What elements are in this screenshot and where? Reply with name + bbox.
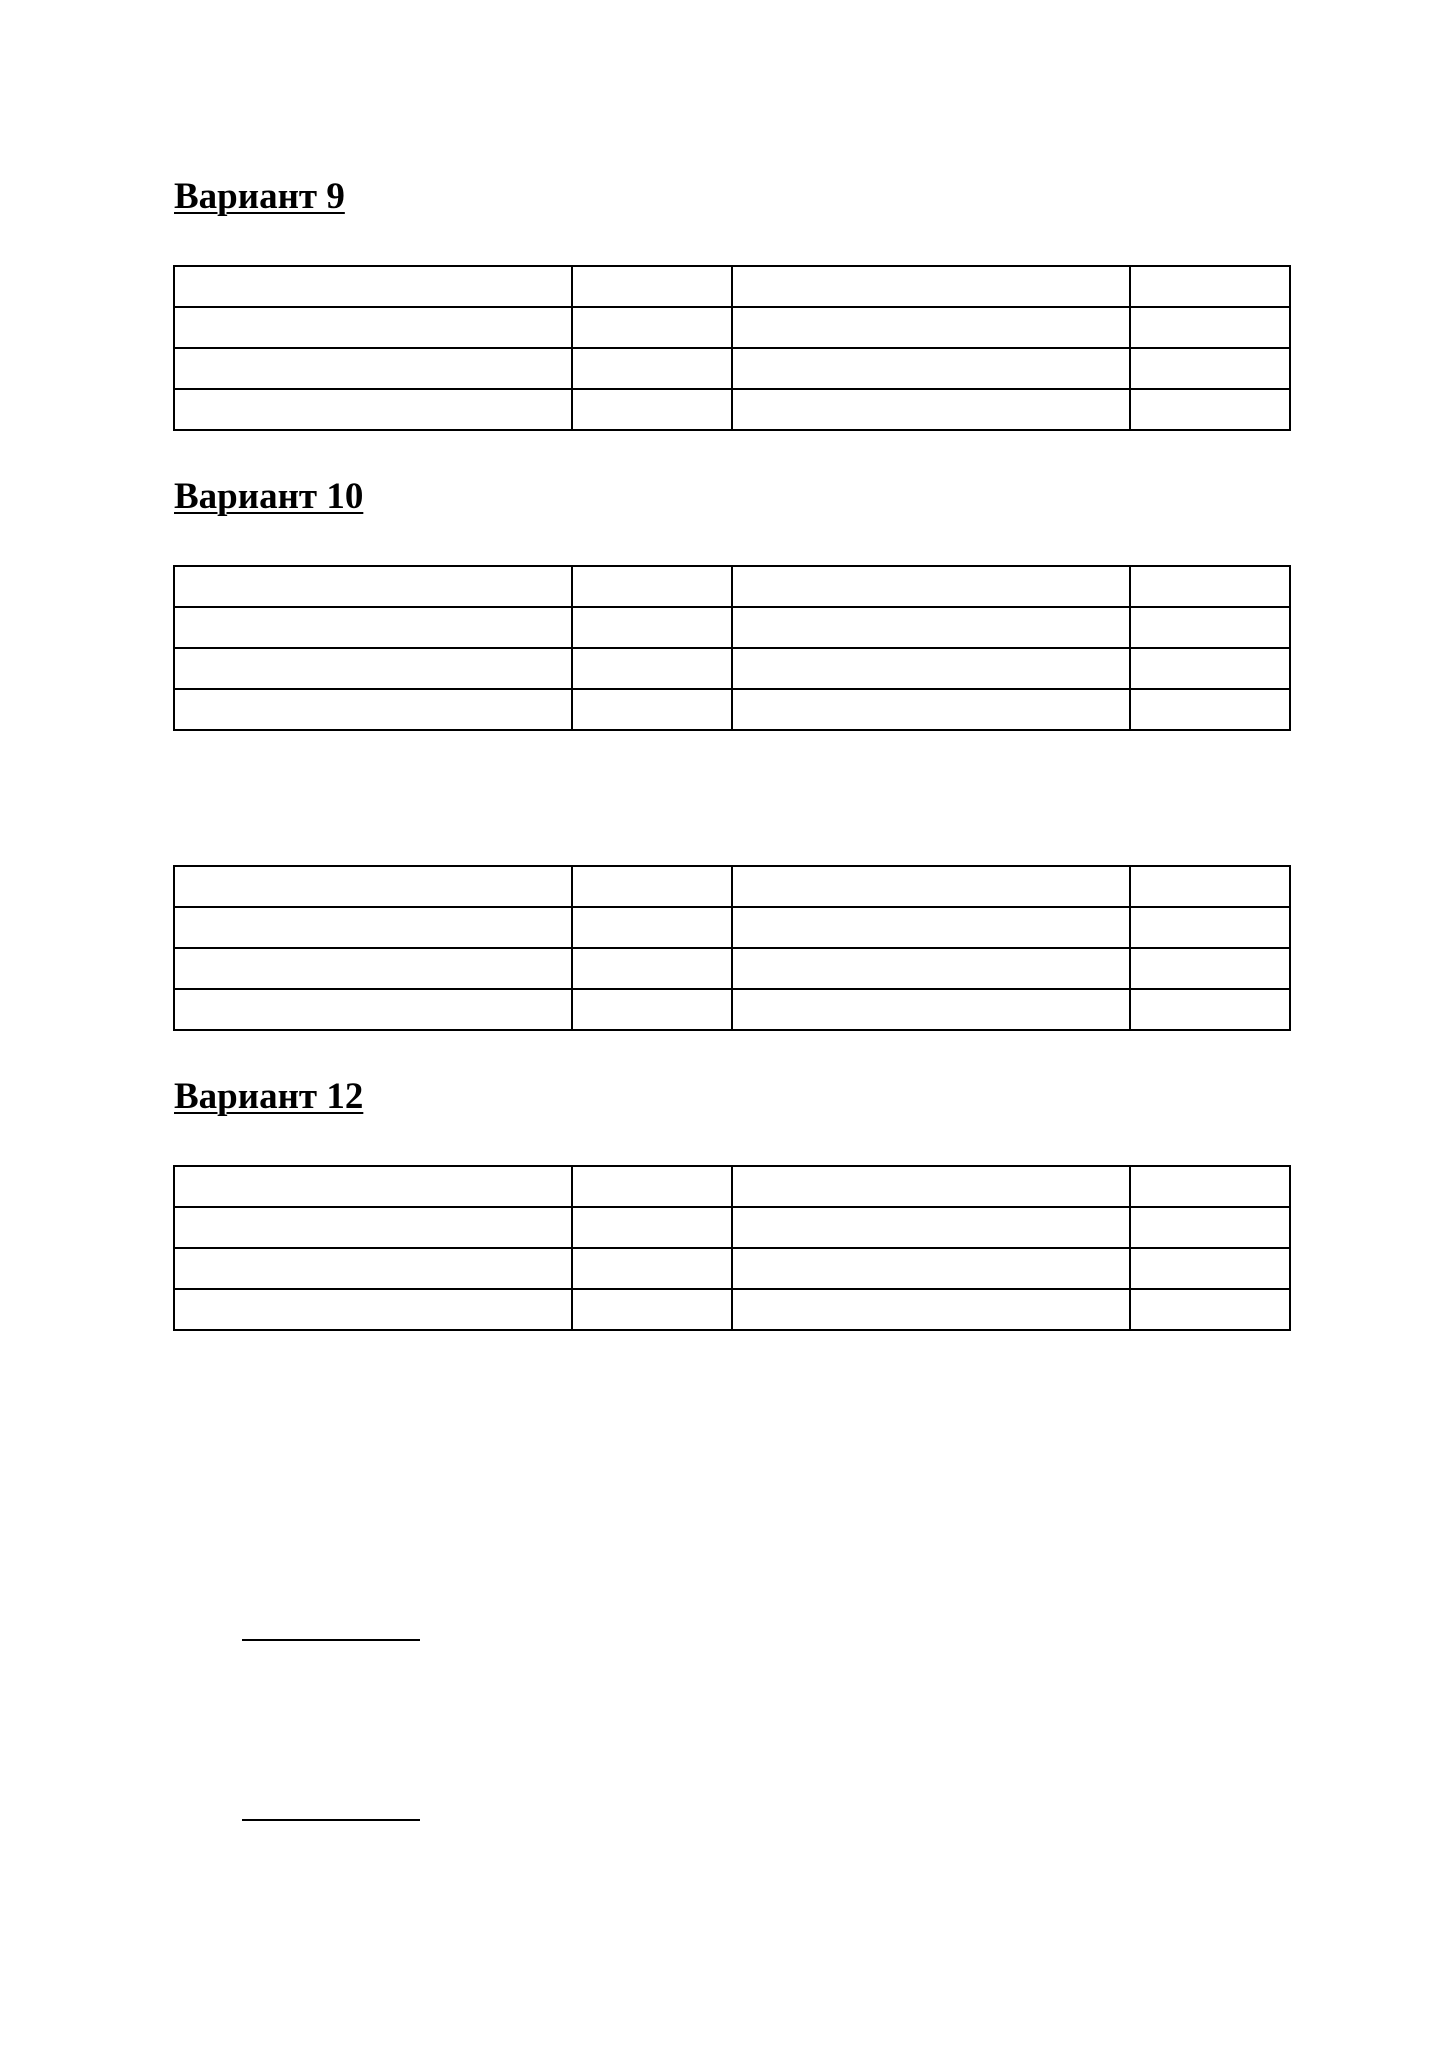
- table-cell: [1130, 1289, 1290, 1330]
- table-cell: [174, 989, 572, 1030]
- table-cell: [174, 948, 572, 989]
- table-cell: [732, 989, 1130, 1030]
- table-row: [174, 566, 1290, 607]
- table-cell: [572, 648, 732, 689]
- table-cell: [572, 607, 732, 648]
- table-cell: [732, 1248, 1130, 1289]
- table-row: [174, 689, 1290, 730]
- table-cell: [1130, 866, 1290, 907]
- table-cell: [1130, 307, 1290, 348]
- table-cell: [1130, 989, 1290, 1030]
- table-cell: [572, 1166, 732, 1207]
- table-cell: [732, 607, 1130, 648]
- heading-variant-10: Вариант 10: [174, 476, 364, 517]
- table-row: [174, 989, 1290, 1030]
- heading-variant-9: Вариант 9: [174, 176, 345, 217]
- table-cell: [1130, 266, 1290, 307]
- signature-line: [242, 1639, 420, 1641]
- table-untitled: [173, 865, 1291, 1031]
- table-variant-9: [173, 265, 1291, 431]
- heading-variant-12: Вариант 12: [174, 1076, 364, 1117]
- table-row: [174, 948, 1290, 989]
- table-cell: [572, 689, 732, 730]
- table-row: [174, 1166, 1290, 1207]
- table-cell: [572, 307, 732, 348]
- table-cell: [1130, 607, 1290, 648]
- table-cell: [174, 907, 572, 948]
- table-cell: [572, 1248, 732, 1289]
- table-row: [174, 1207, 1290, 1248]
- table-cell: [1130, 389, 1290, 430]
- table-row: [174, 389, 1290, 430]
- table-row: [174, 866, 1290, 907]
- table-cell: [732, 307, 1130, 348]
- table-cell: [572, 389, 732, 430]
- table-cell: [572, 266, 732, 307]
- table-row: [174, 607, 1290, 648]
- table-cell: [732, 907, 1130, 948]
- table-cell: [1130, 689, 1290, 730]
- table-cell: [732, 866, 1130, 907]
- table-cell: [1130, 1166, 1290, 1207]
- table-cell: [572, 1289, 732, 1330]
- table-cell: [732, 389, 1130, 430]
- table-cell: [174, 866, 572, 907]
- table-cell: [1130, 1248, 1290, 1289]
- table-cell: [174, 648, 572, 689]
- table-cell: [732, 948, 1130, 989]
- table-cell: [732, 689, 1130, 730]
- table-cell: [732, 1207, 1130, 1248]
- table-cell: [732, 648, 1130, 689]
- table-cell: [174, 389, 572, 430]
- table-cell: [732, 348, 1130, 389]
- table-cell: [174, 1207, 572, 1248]
- table-row: [174, 648, 1290, 689]
- table-cell: [1130, 566, 1290, 607]
- table-variant-10: [173, 565, 1291, 731]
- table-cell: [174, 1248, 572, 1289]
- table-cell: [572, 866, 732, 907]
- table-cell: [572, 907, 732, 948]
- table-row: [174, 1248, 1290, 1289]
- table-row: [174, 307, 1290, 348]
- table-cell: [174, 348, 572, 389]
- table-cell: [1130, 907, 1290, 948]
- table-cell: [1130, 348, 1290, 389]
- table-cell: [1130, 648, 1290, 689]
- table-variant-12: [173, 1165, 1291, 1331]
- signature-line: [242, 1819, 420, 1821]
- table-cell: [732, 1166, 1130, 1207]
- table-cell: [1130, 948, 1290, 989]
- table-cell: [174, 689, 572, 730]
- table-cell: [174, 266, 572, 307]
- table-row: [174, 1289, 1290, 1330]
- table-cell: [572, 1207, 732, 1248]
- table-cell: [732, 566, 1130, 607]
- table-cell: [572, 348, 732, 389]
- table-row: [174, 348, 1290, 389]
- table-cell: [572, 989, 732, 1030]
- table-cell: [174, 1289, 572, 1330]
- table-row: [174, 907, 1290, 948]
- table-cell: [572, 566, 732, 607]
- table-cell: [1130, 1207, 1290, 1248]
- table-cell: [732, 1289, 1130, 1330]
- table-cell: [174, 1166, 572, 1207]
- table-cell: [572, 948, 732, 989]
- table-cell: [174, 607, 572, 648]
- table-cell: [732, 266, 1130, 307]
- table-cell: [174, 566, 572, 607]
- table-row: [174, 266, 1290, 307]
- table-cell: [174, 307, 572, 348]
